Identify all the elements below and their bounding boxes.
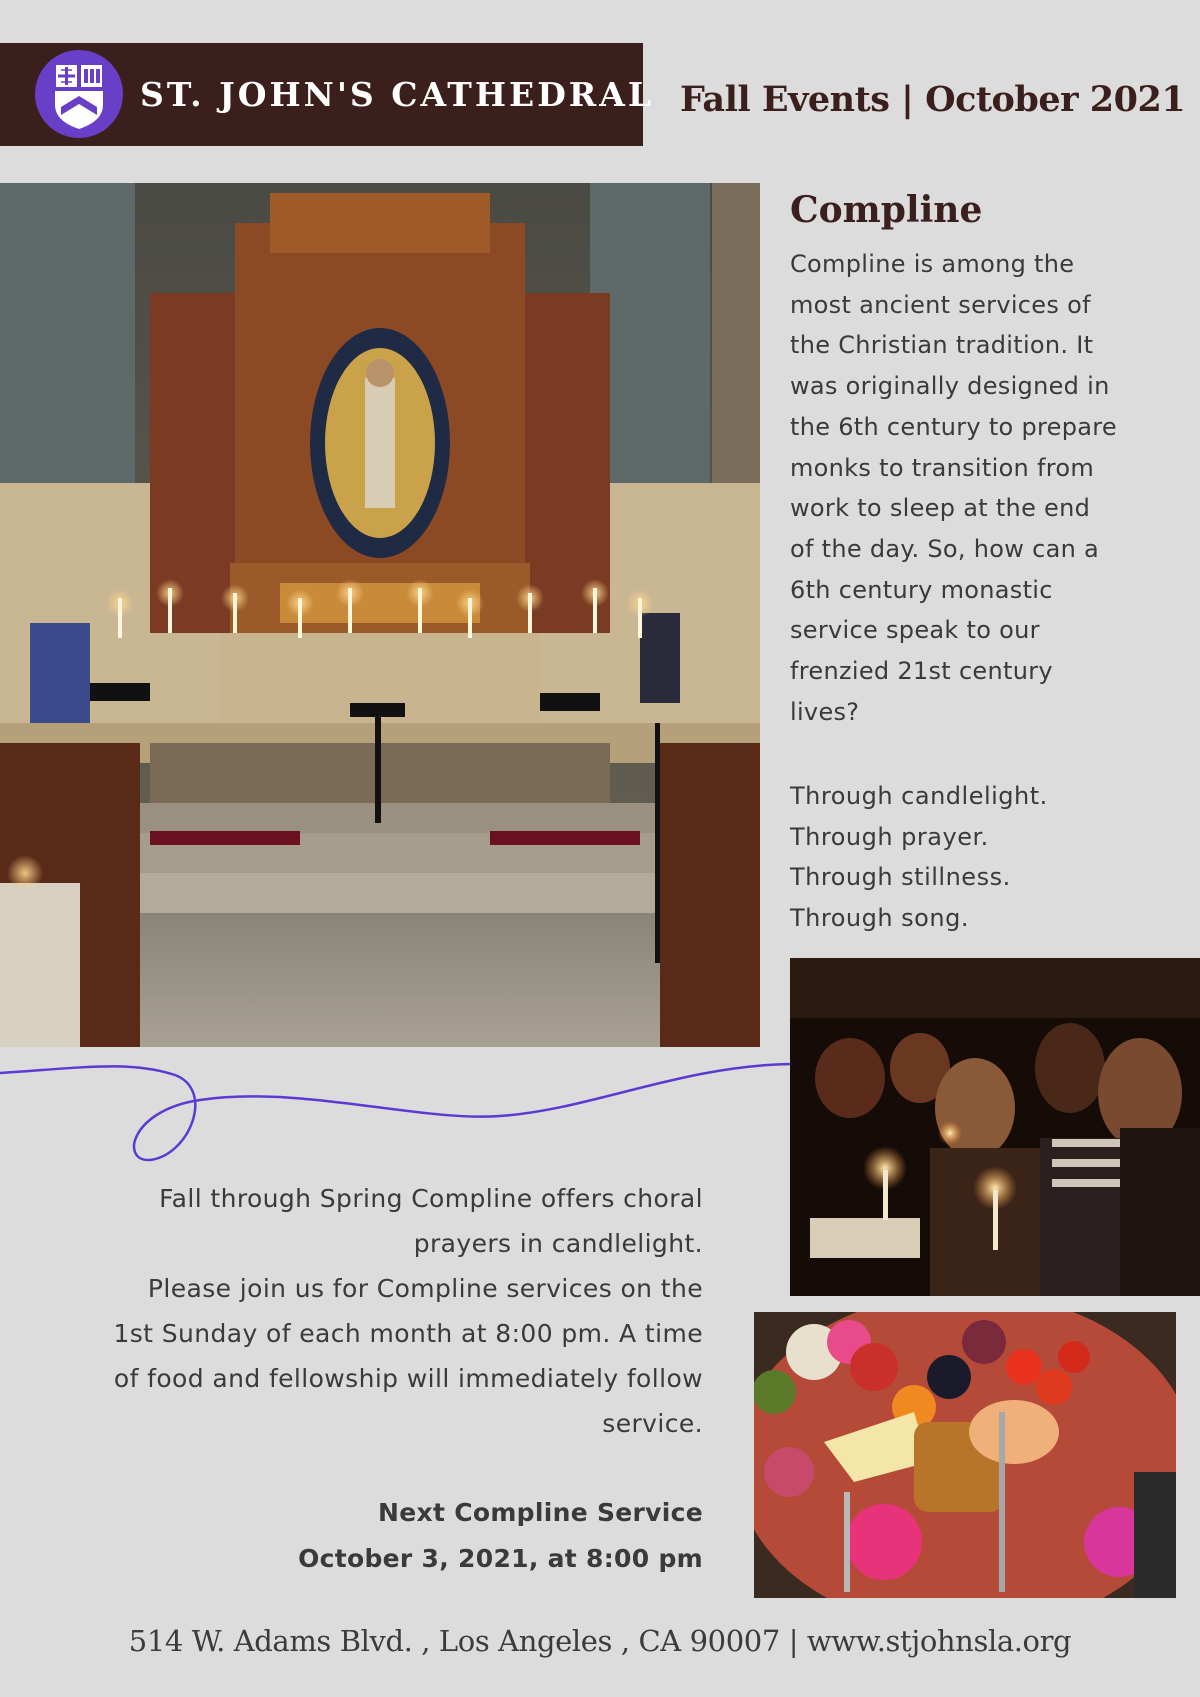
food-platter-photo bbox=[754, 1312, 1176, 1598]
compline-line: Through candlelight. bbox=[790, 782, 1048, 810]
cathedral-altar-photo bbox=[0, 183, 760, 1047]
compline-title: Compline bbox=[790, 189, 983, 231]
organization-name: ST. JOHN'S CATHEDRAL bbox=[140, 75, 655, 114]
decorative-swirl-line bbox=[0, 1060, 800, 1170]
info-paragraph-1: Fall through Spring Compline offers choral prayers in candlelight. bbox=[159, 1184, 703, 1258]
compline-description bbox=[790, 244, 1120, 732]
event-title: Fall Events | October 2021 bbox=[680, 79, 1186, 120]
next-service bbox=[100, 1490, 703, 1582]
footer-address: 514 W. Adams Blvd. , Los Angeles , CA 90007 | www.stjohnsla.org bbox=[128, 1624, 1072, 1658]
info-paragraph-2: Please join us for Compline services on the 1st Sunday of each month at 8:00 pm. A time of food and fellowship will immediately follow service. bbox=[113, 1274, 703, 1438]
candlelight-congregation-photo bbox=[790, 958, 1200, 1296]
compline-line: Through song. bbox=[790, 904, 969, 933]
header-bar bbox=[0, 43, 655, 146]
next-service-datetime: October 3, 2021, at 8:00 pm bbox=[298, 1544, 703, 1573]
compline-lines bbox=[790, 776, 1120, 939]
next-service-label: Next Compline Service bbox=[378, 1498, 703, 1527]
cathedral-logo-icon bbox=[34, 49, 124, 139]
compline-paragraph: Compline is among the most ancient services of the Christian tradition. It was originally designed in the 6th century to prepare monks to transition from work to sleep at the end of the day. So, how can a 6th century monastic service speak to our frenzied 21st century lives? bbox=[790, 250, 1117, 726]
compline-line: Through stillness. bbox=[790, 863, 1011, 892]
compline-line: Through prayer. bbox=[790, 822, 989, 851]
compline-info bbox=[100, 1176, 703, 1446]
